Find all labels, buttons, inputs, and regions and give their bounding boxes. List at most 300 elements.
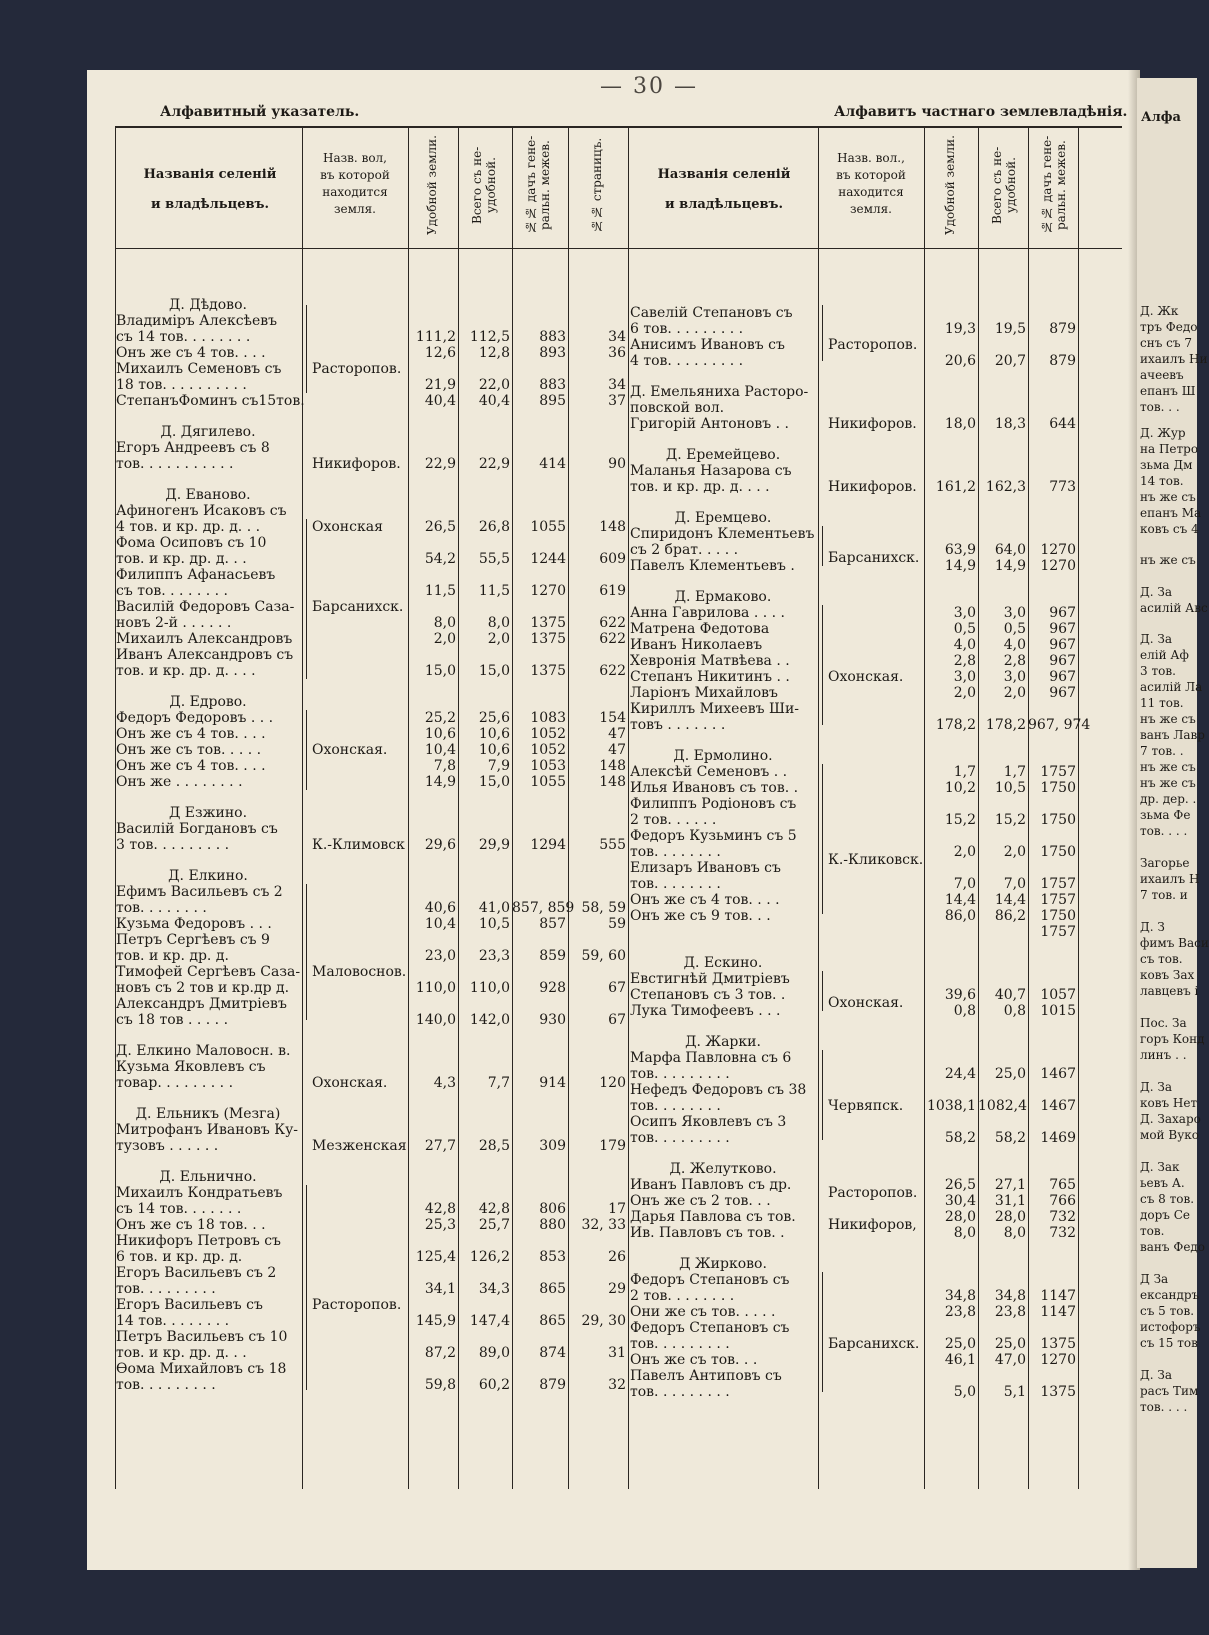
arable-value: 58,2 bbox=[944, 1130, 976, 1146]
page-ref: 622 bbox=[599, 615, 626, 631]
column-header-line: Назв. вол, bbox=[323, 151, 387, 165]
next-page-fragment: Д. Захаро bbox=[1140, 1112, 1201, 1126]
arable-value: 110,0 bbox=[415, 980, 456, 996]
arable-value: 42,8 bbox=[424, 1201, 456, 1217]
owner-entry: тов. и кр. др. д. . . . bbox=[116, 663, 256, 679]
owner-entry: Степанъ Никитинъ . . bbox=[630, 669, 790, 685]
dacha-number: 1750 bbox=[1040, 844, 1076, 860]
arable-value: 15,0 bbox=[424, 663, 456, 679]
dacha-number: 1375 bbox=[1040, 1384, 1076, 1400]
dacha-number: 1270 bbox=[530, 583, 566, 599]
dacha-number: 1055 bbox=[530, 774, 566, 790]
arable-value: 25,3 bbox=[424, 1217, 456, 1233]
total-value: 25,7 bbox=[478, 1217, 510, 1233]
owner-entry: тов. . . . . . . . . bbox=[116, 1377, 216, 1393]
owner-entry: Егоръ Васильевъ съ bbox=[116, 1297, 263, 1313]
owner-entry: Савелій Степановъ съ bbox=[630, 305, 793, 321]
arable-value: 10,4 bbox=[424, 916, 456, 932]
page-ref: 148 bbox=[599, 519, 626, 535]
owner-entry: тов. . . . . . . . . bbox=[630, 1066, 730, 1082]
column-header-names-right bbox=[632, 160, 816, 220]
page-ref: 67 bbox=[608, 980, 626, 996]
owner-entry: Ларіонъ Михайловъ bbox=[630, 685, 778, 701]
village-heading: Д. Ескино. bbox=[683, 955, 763, 971]
total-value: 47,0 bbox=[994, 1352, 1026, 1368]
arable-value: 15,2 bbox=[944, 812, 976, 828]
volost-label: Барсанихск. bbox=[312, 599, 404, 615]
dacha-number: 1083 bbox=[530, 710, 566, 726]
dacha-number: 914 bbox=[539, 1075, 566, 1091]
next-page-fragment: снъ съ 7 bbox=[1140, 336, 1192, 350]
owner-entry: Петръ Васильевъ съ 10 bbox=[116, 1329, 288, 1345]
total-value: 10,5 bbox=[478, 916, 510, 932]
total-value: 34,3 bbox=[478, 1281, 510, 1297]
owner-entry: тов. . . . . . . . bbox=[630, 844, 721, 860]
column-rule bbox=[818, 127, 819, 1489]
owner-entry: съ 2 брат. . . . . bbox=[630, 542, 739, 558]
dacha-number: 1375 bbox=[530, 663, 566, 679]
dacha-number: 766 bbox=[1049, 1193, 1076, 1209]
dacha-number: 879 bbox=[1049, 353, 1076, 369]
page-ref: 90 bbox=[608, 456, 626, 472]
next-page-fragment: нъ же съ bbox=[1140, 490, 1196, 504]
next-page-fragment: на Петро bbox=[1140, 442, 1199, 456]
dacha-number: 1294 bbox=[530, 837, 566, 853]
volost-label: Барсанихск. bbox=[828, 550, 920, 566]
arable-value: 10,6 bbox=[424, 726, 456, 742]
dacha-number: 1015 bbox=[1040, 1003, 1076, 1019]
page-ref: 47 bbox=[608, 726, 626, 742]
brace-group bbox=[822, 526, 823, 566]
volost-label: Барсанихск. bbox=[828, 1336, 920, 1352]
next-page-fragment: Пос. За bbox=[1140, 1016, 1187, 1030]
owner-entry: Онъ же съ тов. . . . . bbox=[116, 742, 262, 758]
next-page-fragment: съ тов. bbox=[1140, 952, 1183, 966]
total-value: 14,4 bbox=[994, 892, 1026, 908]
arable-value: 2,0 bbox=[953, 685, 976, 701]
page-ref: 555 bbox=[599, 837, 626, 853]
total-value: 7,0 bbox=[1003, 876, 1026, 892]
total-value: 2,0 bbox=[487, 631, 510, 647]
next-page-fragment: Д. Жк bbox=[1140, 304, 1179, 318]
total-value: 22,0 bbox=[478, 377, 510, 393]
arable-value: 2,8 bbox=[953, 653, 976, 669]
total-value: 20,7 bbox=[994, 353, 1026, 369]
owner-entry: Афиногенъ Исаковъ съ bbox=[116, 503, 287, 519]
arable-value: 4,0 bbox=[953, 637, 976, 653]
brace-group bbox=[822, 1272, 823, 1392]
dacha-number: 883 bbox=[539, 329, 566, 345]
village-heading: Д. Желутково. bbox=[669, 1161, 777, 1177]
brace-group bbox=[306, 710, 307, 790]
page-ref: 58, 59 bbox=[581, 900, 626, 916]
dacha-number: 1467 bbox=[1040, 1098, 1076, 1114]
owner-entry: Онъ же съ 2 тов. . . bbox=[630, 1193, 771, 1209]
brace-group bbox=[306, 1185, 307, 1390]
column-header-pages: №№ страницъ. bbox=[590, 137, 604, 233]
owner-entry: Петръ Сергѣевъ съ 9 bbox=[116, 932, 270, 948]
owner-entry: 18 тов. . . . . . . . . . bbox=[116, 377, 247, 393]
owner-entry: СтепанъФоминъ съ15тов. bbox=[116, 393, 305, 409]
owner-entry: Иванъ Павловъ съ др. bbox=[630, 1177, 792, 1193]
dacha-number: 1057 bbox=[1040, 987, 1076, 1003]
volost-label: Расторопов. bbox=[828, 337, 918, 353]
arable-value: 28,0 bbox=[944, 1209, 976, 1225]
next-page-fragment: асилій Ла bbox=[1140, 680, 1203, 694]
owner-entry: Кузьма Яковлевъ съ bbox=[116, 1059, 266, 1075]
arable-value: 4,3 bbox=[433, 1075, 456, 1091]
next-page-fragment: нъ же съ bbox=[1140, 760, 1196, 774]
page-ref: 32 bbox=[608, 1377, 626, 1393]
column-header-arable: Удобной земли. bbox=[425, 135, 439, 235]
arable-value: 7,0 bbox=[953, 876, 976, 892]
village-heading: Д. Ельнично. bbox=[159, 1169, 257, 1185]
next-page-fragment: горъ Конд bbox=[1140, 1032, 1205, 1046]
next-page-fragment: съ 5 тов. bbox=[1140, 1304, 1195, 1318]
total-value: 86,2 bbox=[994, 908, 1026, 924]
next-page-fragment: ьевъ А. bbox=[1140, 1176, 1185, 1190]
next-page-header-fragment: Алфа bbox=[1141, 110, 1181, 125]
next-page-fragment: епанъ Ш bbox=[1140, 384, 1196, 398]
dacha-number: 1270 bbox=[1040, 1352, 1076, 1368]
running-header-right: Алфавитъ частнаго землевладѣнія. bbox=[834, 104, 1128, 120]
total-value: 60,2 bbox=[478, 1377, 510, 1393]
arable-value: 23,0 bbox=[424, 948, 456, 964]
arable-value: 5,0 bbox=[953, 1384, 976, 1400]
next-page-fragment: ександръ bbox=[1140, 1288, 1200, 1302]
owner-entry: тов. . . . . . . . . bbox=[630, 1130, 730, 1146]
total-value: 0,5 bbox=[1003, 621, 1026, 637]
arable-value: 24,4 bbox=[944, 1066, 976, 1082]
volost-label: Охонская. bbox=[828, 995, 904, 1011]
total-value: 5,1 bbox=[1003, 1384, 1026, 1400]
owner-entry: Маланья Назарова съ bbox=[630, 463, 792, 479]
total-value: 23,3 bbox=[478, 948, 510, 964]
village-heading: Д. Едрово. bbox=[169, 694, 247, 710]
next-page-fragment: мой Вуко bbox=[1140, 1128, 1199, 1142]
page-ref: 34 bbox=[608, 329, 626, 345]
column-header-line: земля. bbox=[334, 202, 376, 216]
next-page-fragment: тов. . . bbox=[1140, 400, 1180, 414]
next-page-fragment: тов. . . . bbox=[1140, 1400, 1188, 1414]
column-header-line: въ которой bbox=[836, 168, 906, 182]
next-page-fragment: нъ же съ bbox=[1140, 712, 1196, 726]
owner-entry: Ефимъ Васильевъ съ 2 bbox=[116, 884, 283, 900]
arable-value: 19,3 bbox=[944, 321, 976, 337]
dacha-number: 1757 bbox=[1040, 892, 1076, 908]
owner-entry: Онъ же съ 18 тов. . . bbox=[116, 1217, 266, 1233]
village-heading: Д. Жарки. bbox=[685, 1034, 761, 1050]
next-page-fragment: 3 тов. bbox=[1140, 664, 1176, 678]
next-page-fragment: тов. . . . bbox=[1140, 824, 1188, 838]
dacha-number: 414 bbox=[539, 456, 566, 472]
arable-value: 161,2 bbox=[935, 479, 976, 495]
volost-label: Мезженская bbox=[312, 1138, 407, 1154]
total-value: 14,9 bbox=[994, 558, 1026, 574]
page-ref: 179 bbox=[599, 1138, 626, 1154]
next-page-fragment: Д. За bbox=[1140, 585, 1173, 599]
dacha-number: 1375 bbox=[530, 615, 566, 631]
arable-value: 10,4 bbox=[424, 742, 456, 758]
total-value: 40,4 bbox=[478, 393, 510, 409]
column-rule bbox=[628, 127, 629, 1489]
owner-entry: Егоръ Васильевъ съ 2 bbox=[116, 1265, 277, 1281]
column-header-line: Названія селеній bbox=[143, 167, 277, 182]
village-heading: Д. Дѣдово. bbox=[169, 297, 247, 313]
arable-value: 125,4 bbox=[415, 1249, 456, 1265]
owner-entry: тузовъ . . . . . . bbox=[116, 1138, 219, 1154]
column-header-total-right: Всего съ не- удобной. bbox=[990, 146, 1018, 224]
owner-entry: Владиміръ Алексѣевъ bbox=[116, 313, 278, 329]
volost-label: Охонская. bbox=[312, 1075, 388, 1091]
table-header-rule bbox=[115, 248, 1122, 249]
owner-entry: съ тов. . . . . . . . bbox=[116, 583, 229, 599]
brace-group bbox=[822, 605, 823, 725]
arable-value: 178,2 bbox=[935, 717, 976, 733]
dacha-number: 806 bbox=[539, 1201, 566, 1217]
owner-entry: Михаилъ Александровъ bbox=[116, 631, 293, 647]
owner-entry: Евстигнѣй Дмитріевъ bbox=[630, 971, 790, 987]
next-page-fragment: 11 тов. bbox=[1140, 696, 1184, 710]
arable-value: 21,9 bbox=[424, 377, 456, 393]
brace-group bbox=[822, 764, 823, 914]
column-header-line: Назв. вол., bbox=[837, 151, 905, 165]
total-value: 28,5 bbox=[478, 1138, 510, 1154]
next-page-fragment: ванъ Федо bbox=[1140, 1240, 1206, 1254]
arable-value: 12,6 bbox=[424, 345, 456, 361]
arable-value: 14,9 bbox=[944, 558, 976, 574]
next-page-fragment: ковъ съ 4 bbox=[1140, 522, 1199, 536]
next-page-fragment: ихаилъ Ни bbox=[1140, 352, 1208, 366]
total-value: 23,8 bbox=[994, 1304, 1026, 1320]
next-page-fragment: съ 8 тов. bbox=[1140, 1192, 1195, 1206]
owner-entry: 6 тов. . . . . . . . . bbox=[630, 321, 744, 337]
village-heading: Д Жирково. bbox=[679, 1256, 767, 1272]
arable-value: 22,9 bbox=[424, 456, 456, 472]
total-value: 1,7 bbox=[1003, 764, 1026, 780]
page-ref: 29, 30 bbox=[581, 1313, 626, 1329]
next-page-fragment: 14 тов. bbox=[1140, 474, 1184, 488]
next-page-fragment: Д. За bbox=[1140, 632, 1173, 646]
owner-entry: Онъ же съ 4 тов. . . . bbox=[630, 892, 780, 908]
arable-value: 40,6 bbox=[424, 900, 456, 916]
next-page-fragment: Загорье bbox=[1140, 856, 1190, 870]
arable-value: 86,0 bbox=[944, 908, 976, 924]
owner-entry: Михаилъ Семеновъ съ bbox=[116, 361, 282, 377]
dacha-number: 309 bbox=[539, 1138, 566, 1154]
total-value: 2,0 bbox=[1003, 685, 1026, 701]
arable-value: 111,2 bbox=[415, 329, 456, 345]
dacha-number: 1147 bbox=[1040, 1304, 1076, 1320]
volost-label: К.-Климовск bbox=[312, 837, 405, 853]
owner-entry: тов. и кр. др. д. . . bbox=[116, 551, 247, 567]
dacha-number: 967 bbox=[1049, 637, 1076, 653]
owner-entry: 3 тов. . . . . . . . . bbox=[116, 837, 230, 853]
brace-group bbox=[822, 305, 823, 361]
next-page-fragment: съ 15 тов bbox=[1140, 1336, 1198, 1350]
dacha-number: 874 bbox=[539, 1345, 566, 1361]
column-header-names bbox=[120, 160, 300, 220]
volost-label: Маловоснов. bbox=[312, 964, 407, 980]
arable-value: 14,4 bbox=[944, 892, 976, 908]
dacha-number: 1750 bbox=[1040, 780, 1076, 796]
owner-entry: Фома Осиповъ съ 10 bbox=[116, 535, 267, 551]
volost-label: Расторопов. bbox=[312, 361, 402, 377]
owner-entry: Митрофанъ Ивановъ Ку- bbox=[116, 1122, 299, 1138]
total-value: 10,5 bbox=[994, 780, 1026, 796]
brace-group bbox=[306, 884, 307, 1020]
total-value: 58,2 bbox=[994, 1130, 1026, 1146]
owner-entry: Василій Богдановъ съ bbox=[116, 821, 278, 837]
owner-entry: Ѳома Михайловъ съ 18 bbox=[116, 1361, 287, 1377]
dacha-number: 928 bbox=[539, 980, 566, 996]
arable-value: 30,4 bbox=[944, 1193, 976, 1209]
total-value: 42,8 bbox=[478, 1201, 510, 1217]
dacha-number: 859 bbox=[539, 948, 566, 964]
dacha-number: 1244 bbox=[530, 551, 566, 567]
owner-entry: тов. . . . . . . . . bbox=[630, 1336, 730, 1352]
page-ref: 622 bbox=[599, 631, 626, 647]
dacha-number: 1270 bbox=[1040, 542, 1076, 558]
arable-value: 26,5 bbox=[424, 519, 456, 535]
total-value: 110,0 bbox=[469, 980, 510, 996]
volost-label: Никифоров. bbox=[312, 456, 401, 472]
page-ref: 37 bbox=[608, 393, 626, 409]
arable-value: 26,5 bbox=[944, 1177, 976, 1193]
owner-entry: Онъ же съ 4 тов. . . . bbox=[116, 726, 266, 742]
dacha-number: 1750 bbox=[1040, 812, 1076, 828]
dacha-number: 773 bbox=[1049, 479, 1076, 495]
next-page-fragment: нъ же съ bbox=[1140, 553, 1196, 567]
owner-entry: Спиридонъ Клементьевъ bbox=[630, 526, 815, 542]
total-value: 3,0 bbox=[1003, 669, 1026, 685]
total-value: 89,0 bbox=[478, 1345, 510, 1361]
volost-label: Никифоров. bbox=[828, 416, 917, 432]
column-header-total: Всего съ не- удобной. bbox=[470, 146, 498, 224]
total-value: 41,0 bbox=[478, 900, 510, 916]
total-value: 178,2 bbox=[985, 717, 1026, 733]
column-header-line: и владѣльцевъ. bbox=[151, 197, 269, 212]
page-ref: 59, 60 bbox=[581, 948, 626, 964]
village-heading: Д. Еремейцево. bbox=[665, 447, 781, 463]
dacha-number: 893 bbox=[539, 345, 566, 361]
total-value: 0,8 bbox=[1003, 1003, 1026, 1019]
owner-entry: 6 тов. и кр. др. д. bbox=[116, 1249, 243, 1265]
page-ref: 67 bbox=[608, 1012, 626, 1028]
next-page-fragment: тръ Федо bbox=[1140, 320, 1198, 334]
owner-entry: Егоръ Андреевъ съ 8 bbox=[116, 440, 270, 456]
owner-entry: новъ 2-й . . . . . . bbox=[116, 615, 232, 631]
volost-label: Никифоров. bbox=[828, 479, 917, 495]
dacha-number: 1375 bbox=[530, 631, 566, 647]
total-value: 31,1 bbox=[994, 1193, 1026, 1209]
owner-entry: съ 18 тов . . . . . bbox=[116, 1012, 229, 1028]
owner-entry: 4 тов. и кр. др. д. . . bbox=[116, 519, 261, 535]
total-value: 2,0 bbox=[1003, 844, 1026, 860]
arable-value: 25,2 bbox=[424, 710, 456, 726]
owner-entry: Павелъ Клементьевъ . bbox=[630, 558, 795, 574]
owner-entry: Анна Гаврилова . . . . bbox=[630, 605, 786, 621]
arable-value: 140,0 bbox=[415, 1012, 456, 1028]
owner-entry: Елизаръ Ивановъ съ bbox=[630, 860, 781, 876]
next-page-fragment: расъ Тим bbox=[1140, 1384, 1199, 1398]
owner-entry: Федоръ Федоровъ . . . bbox=[116, 710, 274, 726]
owner-entry: Лука Тимофеевъ . . . bbox=[630, 1003, 781, 1019]
column-header-line: Названія селеній bbox=[657, 167, 791, 182]
owner-entry: Александръ Дмитріевъ bbox=[116, 996, 287, 1012]
column-header-line: въ которой bbox=[320, 168, 390, 182]
owner-entry: Д. Емельяниха Расторо- bbox=[630, 384, 809, 400]
page-ref: 29 bbox=[608, 1281, 626, 1297]
dacha-number: 1757 bbox=[1040, 924, 1076, 940]
arable-value: 39,6 bbox=[944, 987, 976, 1003]
arable-value: 3,0 bbox=[953, 605, 976, 621]
arable-value: 2,0 bbox=[433, 631, 456, 647]
owner-entry: Марфа Павловна съ 6 bbox=[630, 1050, 792, 1066]
village-heading: Д. Дягилево. bbox=[160, 424, 256, 440]
total-value: 7,9 bbox=[487, 758, 510, 774]
dacha-number: 1055 bbox=[530, 519, 566, 535]
owner-entry: тов. . . . . . . . bbox=[116, 900, 207, 916]
owner-entry: Нефедъ Федоровъ съ 38 bbox=[630, 1082, 807, 1098]
total-value: 26,8 bbox=[478, 519, 510, 535]
volost-label: Охонская. bbox=[828, 669, 904, 685]
owner-entry: тов. и кр. др. д. . . . bbox=[630, 479, 770, 495]
village-heading: Д. Елкино. bbox=[168, 868, 248, 884]
next-page-fragment: фимъ Васи bbox=[1140, 936, 1209, 950]
dacha-number: 1375 bbox=[1040, 1336, 1076, 1352]
owner-entry: Кириллъ Михеевъ Ши- bbox=[630, 701, 800, 717]
owner-entry: 2 тов. . . . . . bbox=[630, 812, 717, 828]
owner-entry: Онъ же съ 9 тов. . . bbox=[630, 908, 771, 924]
page-ref: 120 bbox=[599, 1075, 626, 1091]
owner-entry: Василій Федоровъ Саза- bbox=[116, 599, 295, 615]
dacha-number: 865 bbox=[539, 1313, 566, 1329]
dacha-number: 879 bbox=[539, 1377, 566, 1393]
total-value: 15,2 bbox=[994, 812, 1026, 828]
dacha-number: 967, 974 bbox=[1028, 717, 1091, 733]
total-value: 8,0 bbox=[1003, 1225, 1026, 1241]
total-value: 4,0 bbox=[1003, 637, 1026, 653]
next-page-fragment: елій Аф bbox=[1140, 648, 1189, 662]
arable-value: 25,0 bbox=[944, 1336, 976, 1352]
arable-value: 8,0 bbox=[953, 1225, 976, 1241]
next-page-fragment: истофоръ bbox=[1140, 1320, 1201, 1334]
owner-entry: тов. и кр. др. д. bbox=[116, 948, 229, 964]
page-ref: 622 bbox=[599, 663, 626, 679]
dacha-number: 765 bbox=[1049, 1177, 1076, 1193]
arable-value: 2,0 bbox=[953, 844, 976, 860]
total-value: 55,5 bbox=[478, 551, 510, 567]
arable-value: 34,8 bbox=[944, 1288, 976, 1304]
page-ref: 148 bbox=[599, 774, 626, 790]
owner-entry: тов. . . . . . . . . . . bbox=[116, 456, 234, 472]
column-header-line: и владѣльцевъ. bbox=[665, 197, 783, 212]
arable-value: 14,9 bbox=[424, 774, 456, 790]
running-header-left: Алфавитный указатель. bbox=[160, 104, 360, 120]
next-page-fragment: асилій Авс bbox=[1140, 601, 1208, 615]
column-header-volost bbox=[305, 150, 405, 218]
total-value: 10,6 bbox=[478, 742, 510, 758]
total-value: 126,2 bbox=[469, 1249, 510, 1265]
dacha-number: 1757 bbox=[1040, 876, 1076, 892]
dacha-number: 1147 bbox=[1040, 1288, 1076, 1304]
volost-label: К.-Кликовск. bbox=[828, 852, 924, 868]
volost-label: Охонская bbox=[312, 519, 383, 535]
owner-entry: Онъ же съ 4 тов. . . . bbox=[116, 345, 266, 361]
owner-entry: Иванъ Александровъ съ bbox=[116, 647, 294, 663]
total-value: 2,8 bbox=[1003, 653, 1026, 669]
